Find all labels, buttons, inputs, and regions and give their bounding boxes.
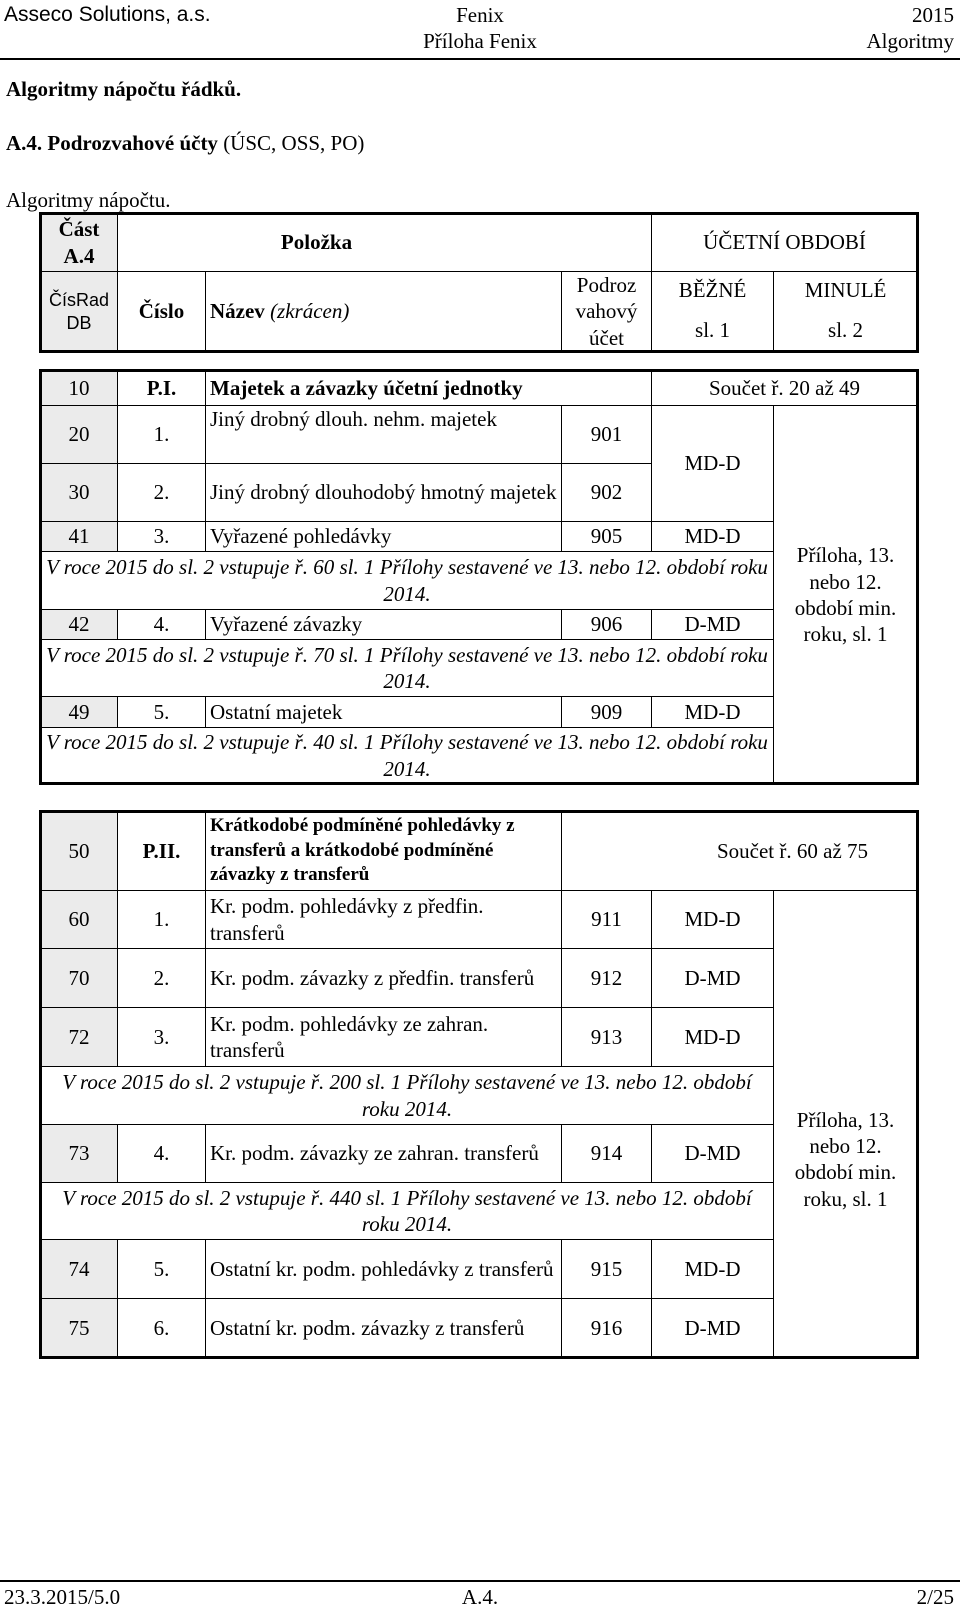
row-cislo: 5. [118, 697, 206, 728]
row-ucet: 909 [562, 697, 652, 728]
head-cislo: Číslo [118, 272, 206, 352]
row-ucet: 915 [562, 1240, 652, 1299]
row-ucet: 901 [562, 406, 652, 464]
head-nazev-label: Název [210, 299, 265, 324]
row-sl1: MD-D [652, 891, 774, 949]
row-sl2: Příloha, 13. nebo 12. období min. roku, sl. 1 [774, 891, 918, 1358]
row-nazev: Kr. podm. závazky z předfin. transferů [206, 949, 562, 1008]
row-cislo: 3. [118, 522, 206, 552]
row-ucet: 916 [562, 1299, 652, 1358]
footer-version: 23.3.2015/5.0 [4, 1585, 121, 1609]
row-rad: 75 [41, 1299, 118, 1358]
row-sl1: D-MD [652, 949, 774, 1008]
row-rad: 70 [41, 949, 118, 1008]
product-subtitle: Příloha Fenix [423, 29, 537, 54]
table-header [40, 213, 918, 352]
row-nazev: Kr. podm. pohledávky z předfin. transferů [206, 891, 562, 949]
row-sl2: Příloha, 13. nebo 12. období min. roku, sl. 1 [774, 406, 918, 784]
head-cisrad: ČísRad DB [41, 272, 118, 352]
note-text: V roce 2015 do sl. 2 vstupuje ř. 40 sl. 1 Přílohy sestavené ve 13. nebo 12. období roku 2014. [41, 728, 774, 784]
row-cislo: 1. [118, 891, 206, 949]
table-block-1 [40, 370, 918, 784]
head-podroz: Podroz vahový účet [562, 272, 652, 352]
row-rad: 20 [41, 406, 118, 464]
row-soucet: Součet ř. 60 až 75 [562, 812, 918, 891]
head-polozka: Položka [118, 214, 652, 272]
row-rad: 49 [41, 697, 118, 728]
head-nazev-note: (zkrácen) [270, 299, 350, 324]
head-bezne: BĚŽNÉ [652, 272, 774, 309]
note-text: V roce 2015 do sl. 2 vstupuje ř. 440 sl. 1 Přílohy sestavené ve 13. nebo 12. období roku 2014. [41, 1183, 774, 1240]
row-rad: 10 [41, 371, 118, 406]
head-obdobi: ÚČETNÍ OBDOBÍ [652, 214, 918, 272]
row-sl1: MD-D [652, 697, 774, 728]
row-rad: 73 [41, 1125, 118, 1183]
head-sl2: sl. 2 [774, 309, 918, 352]
row-nazev: Kr. podm. závazky ze zahran. transferů [206, 1125, 562, 1183]
row-rad: 42 [41, 610, 118, 640]
header-section: Algoritmy [866, 29, 954, 54]
row-sl1: MD-D [652, 522, 774, 552]
page-header [0, 0, 960, 60]
row-rad: 72 [41, 1008, 118, 1067]
row-soucet: Součet ř. 20 až 49 [652, 371, 918, 406]
row-cislo: 2. [118, 464, 206, 522]
head-nazev [206, 272, 562, 352]
row-nazev: Jiný drobný dlouhodobý hmotný majetek [206, 464, 562, 522]
row-sl1: D-MD [652, 1299, 774, 1358]
row-sl1: D-MD [652, 1125, 774, 1183]
table-row [41, 812, 918, 891]
row-nazev: Ostatní majetek [206, 697, 562, 728]
row-cislo: P.I. [118, 371, 206, 406]
header-year: 2015 [912, 3, 954, 27]
row-cislo: 1. [118, 406, 206, 464]
row-ucet: 912 [562, 949, 652, 1008]
table-row [41, 891, 918, 949]
row-nazev: Majetek a závazky účetní jednotky [206, 371, 652, 406]
row-ucet: 905 [562, 522, 652, 552]
footer-code: A.4. [461, 1585, 499, 1609]
row-cislo: 4. [118, 610, 206, 640]
row-nazev: Jiný drobný dlouh. nehm. majetek [206, 406, 562, 464]
row-nazev: Vyřazené závazky [206, 610, 562, 640]
row-ucet: 902 [562, 464, 652, 522]
row-nazev: Ostatní kr. podm. pohledávky z transferů [206, 1240, 562, 1299]
row-rad: 41 [41, 522, 118, 552]
section-code: A.4. [6, 131, 43, 155]
row-rad: 30 [41, 464, 118, 522]
row-ucet: 914 [562, 1125, 652, 1183]
row-rad: 60 [41, 891, 118, 949]
note-text: V roce 2015 do sl. 2 vstupuje ř. 60 sl. 1 Přílohy sestavené ve 13. nebo 12. období roku 2014. [41, 552, 774, 610]
product-name: Fenix [456, 3, 504, 27]
row-sl1: D-MD [652, 610, 774, 640]
row-sl1: MD-D [652, 1240, 774, 1299]
section-heading [6, 130, 364, 156]
head-sl1: sl. 1 [652, 309, 774, 352]
subheading: Algoritmy nápočtu. [6, 188, 171, 212]
head-cast: Část A.4 [41, 214, 118, 272]
footer-page: 2/25 [916, 1585, 954, 1609]
section-name: Podrozvahové účty [47, 131, 218, 155]
row-cislo: 2. [118, 949, 206, 1008]
row-rad: 50 [41, 812, 118, 891]
table-row [41, 406, 918, 464]
note-text: V roce 2015 do sl. 2 vstupuje ř. 200 sl. 1 Přílohy sestavené ve 13. nebo 12. období roku 2014. [41, 1067, 774, 1125]
page-title: Algoritmy nápočtu řádků. [6, 77, 242, 101]
row-ucet: 906 [562, 610, 652, 640]
row-ucet: 911 [562, 891, 652, 949]
row-nazev: Ostatní kr. podm. závazky z transferů [206, 1299, 562, 1358]
row-sl1: MD-D [652, 406, 774, 522]
row-sl1: MD-D [652, 1008, 774, 1067]
row-cislo: 4. [118, 1125, 206, 1183]
row-cislo: 6. [118, 1299, 206, 1358]
company-name: Asseco Solutions, a.s. [4, 3, 211, 26]
row-nazev: Kr. podm. pohledávky ze zahran. transferů [206, 1008, 562, 1067]
row-cislo: 5. [118, 1240, 206, 1299]
header-center [0, 2, 960, 55]
head-minule: MINULÉ [774, 272, 918, 309]
page-footer [0, 1580, 960, 1613]
section-tail: (ÚSC, OSS, PO) [217, 131, 365, 155]
row-nazev: Krátkodobé podmíněné pohledávky z transferů a krátkodobé podmíněné závazky z transferů [206, 812, 562, 891]
table-row [41, 371, 918, 406]
row-nazev: Vyřazené pohledávky [206, 522, 562, 552]
row-cislo: 3. [118, 1008, 206, 1067]
table-block-2 [40, 811, 918, 1358]
row-cislo: P.II. [118, 812, 206, 891]
header-right [867, 2, 955, 55]
note-text: V roce 2015 do sl. 2 vstupuje ř. 70 sl. 1 Přílohy sestavené ve 13. nebo 12. období roku 2014. [41, 640, 774, 697]
row-ucet: 913 [562, 1008, 652, 1067]
row-rad: 74 [41, 1240, 118, 1299]
